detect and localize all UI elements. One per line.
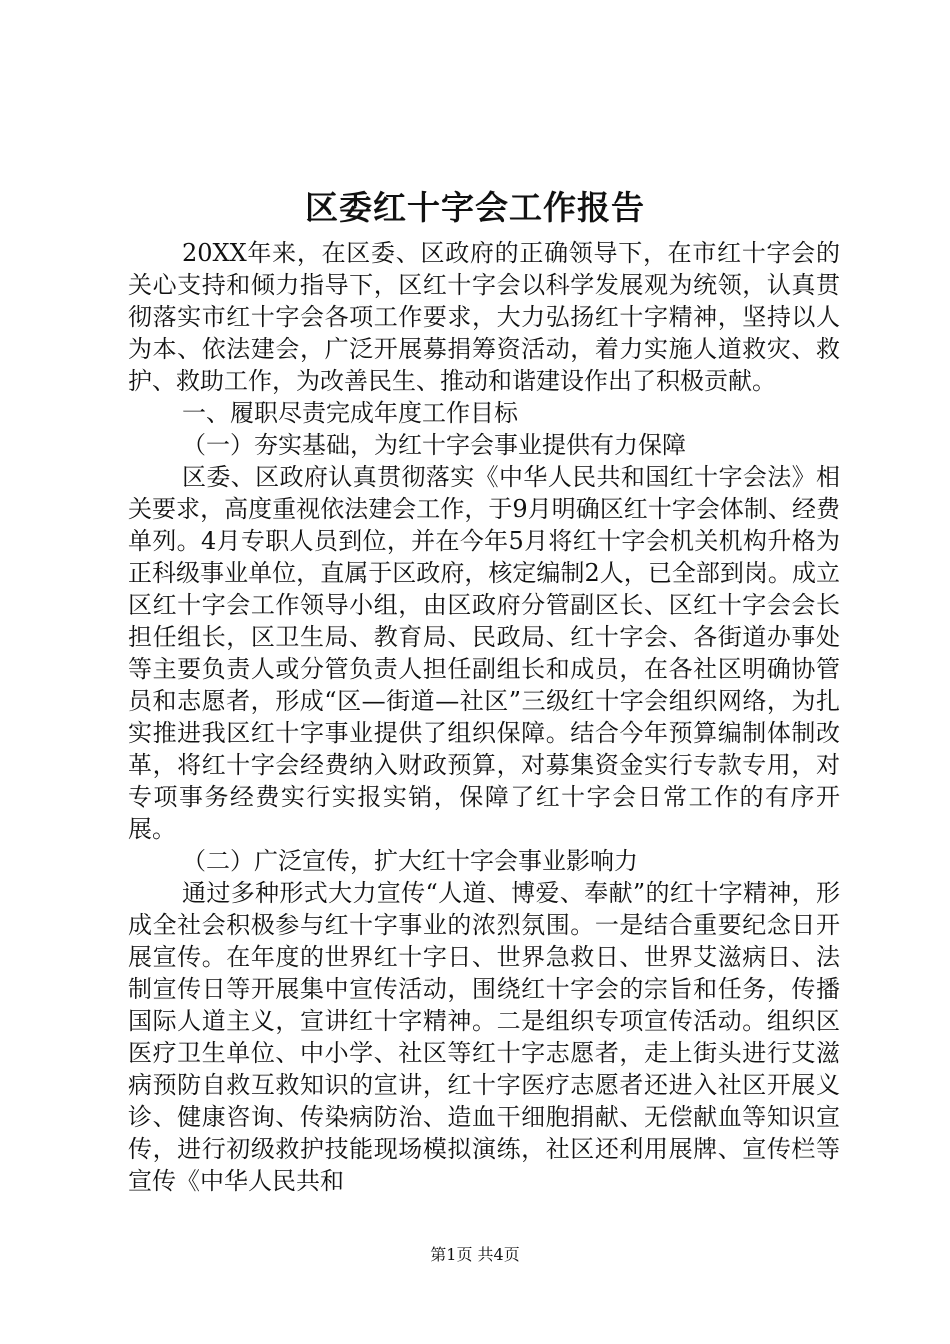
- document-title: 区委红十字会工作报告: [305, 188, 645, 227]
- paragraph-foundation: 区委、区政府认真贯彻落实《中华人民共和国红十字会法》相关要求，高度重视依法建会工作，于9月明确区红十字会体制、经费单列。4月专职人员到位，并在今年5月将红十字会机关机构升格为正科级事业单位，直属于区政府，核定编制2人，已全部到岗。成立区红十字会工作领导小组，由区政府分管副区长、区红十字会会长担任组长，区卫生局、教育局、民政局、红十字会、各街道办事处等主要负责人或分管负责人担任副组长和成员，在各社区明确协管员和志愿者，形成“区—街道—社区”三级红十字会组织网络，为扎实推进我区红十字事业提供了组织保障。结合今年预算编制体制改革，将红十字会经费纳入财政预算，对募集资金实行专款专用，对专项事务经费实行实报实销，保障了红十字会日常工作的有序开展。: [128, 463, 840, 843]
- document-body: [128, 237, 840, 1197]
- subsection-heading-1: （一）夯实基础，为红十字会事业提供有力保障: [182, 431, 686, 459]
- section-heading-1: 一、履职尽责完成年度工作目标: [182, 399, 518, 427]
- paragraph-intro: 20XX年来，在区委、区政府的正确领导下，在市红十字会的关心支持和倾力指导下，区红十字会以科学发展观为统领，认真贯彻落实市红十字会各项工作要求，大力弘扬红十字精神，坚持以人为本、依法建会，广泛开展募捐筹资活动，着力实施人道救灾、救护、救助工作，为改善民生、推动和谐建设作出了积极贡献。: [128, 239, 840, 395]
- page-number: 第1页 共4页: [430, 1245, 520, 1264]
- subsection-heading-2: （二）广泛宣传，扩大红十字会事业影响力: [182, 847, 638, 875]
- paragraph-publicity: 通过多种形式大力宣传“人道、博爱、奉献”的红十字精神，形成全社会积极参与红十字事业的浓烈氛围。一是结合重要纪念日开展宣传。在年度的世界红十字日、世界急救日、世界艾滋病日、法制宣传日等开展集中宣传活动，围绕红十字会的宗旨和任务，传播国际人道主义，宣讲红十字精神。二是组织专项宣传活动。组织区医疗卫生单位、中小学、社区等红十字志愿者，走上街头进行艾滋病预防自救互救知识的宣讲，红十字医疗志愿者还进入社区开展义诊、健康咨询、传染病防治、造血干细胞捐献、无偿献血等知识宣传，进行初级救护技能现场模拟演练，社区还利用展牌、宣传栏等宣传《中华人民共和: [128, 879, 840, 1195]
